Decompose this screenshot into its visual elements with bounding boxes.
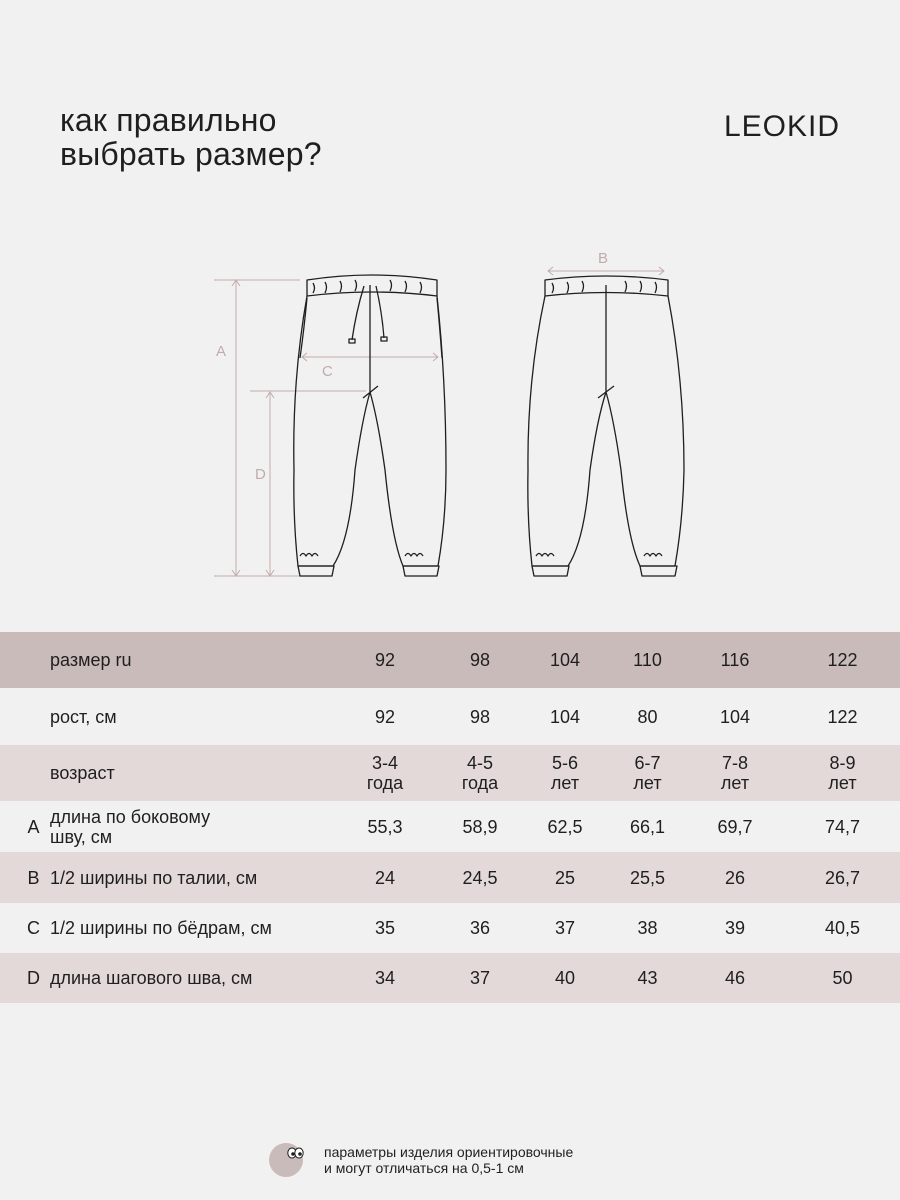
table-cell: 38 <box>637 918 658 938</box>
table-cell: 36 <box>469 918 491 938</box>
row-letter: A <box>27 816 40 837</box>
row-label: длина шагового шва, см <box>50 968 253 988</box>
footnote-line-2: и могут отличаться на 0,5-1 см <box>324 1160 524 1176</box>
table-cell <box>330 745 440 801</box>
row-letter: D <box>27 968 40 988</box>
table-cell: 24 <box>374 867 396 888</box>
table-row-height <box>0 688 900 745</box>
table-cell: 98 <box>469 650 491 670</box>
row-label: размер ru <box>50 650 132 670</box>
table-row-age <box>0 745 900 801</box>
row-letter <box>0 632 50 688</box>
table-cell: 80 <box>637 706 658 727</box>
age-unit: лет <box>720 773 750 793</box>
row-letter: B <box>27 867 40 888</box>
table-cell: 25 <box>554 867 576 888</box>
age-range: 7-8 <box>721 753 748 773</box>
table-cell: 26,7 <box>824 867 861 888</box>
age-unit: лет <box>633 773 662 793</box>
label-line: шву, см <box>50 826 113 847</box>
row-label <box>50 801 330 852</box>
age-unit: года <box>366 773 404 793</box>
label-b: B <box>598 250 609 267</box>
age-range: 5-6 <box>551 753 578 773</box>
table-cell: 37 <box>554 918 576 938</box>
table-cell: 92 <box>374 706 396 727</box>
table-cell: 43 <box>637 968 658 988</box>
row-label: 1/2 ширины по талии, см <box>50 867 258 888</box>
row-letter <box>0 688 50 745</box>
table-cell: 74,7 <box>824 816 861 837</box>
table-cell: 110 <box>633 650 662 670</box>
label-line: длина по боковому <box>50 806 211 827</box>
row-letter: C <box>27 918 40 938</box>
table-row-hips <box>0 903 900 953</box>
page-title <box>60 103 322 171</box>
brand-logo: LEOKID <box>723 110 840 143</box>
table-cell: 69,7 <box>717 816 753 837</box>
table-cell: 104 <box>719 706 751 727</box>
table-cell <box>785 745 900 801</box>
footnote <box>268 1140 573 1180</box>
table-row-inseam <box>0 953 900 1003</box>
table-cell: 46 <box>724 968 746 988</box>
row-letter <box>0 745 50 801</box>
table-cell: 98 <box>469 706 491 727</box>
table-cell: 34 <box>374 968 396 988</box>
age-unit: лет <box>550 773 580 793</box>
table-cell <box>685 745 785 801</box>
footnote-line-1: параметры изделия ориентировочные <box>324 1144 574 1160</box>
table-row-waist <box>0 852 900 903</box>
table-cell <box>610 745 685 801</box>
table-cell: 35 <box>374 918 396 938</box>
row-label: 1/2 ширины по бёдрам, см <box>50 918 272 938</box>
title-line-2: выбрать размер? <box>60 136 322 172</box>
table-cell: 50 <box>832 968 853 988</box>
table-cell: 55,3 <box>367 816 403 837</box>
table-cell: 104 <box>549 650 581 670</box>
label-d: D <box>255 466 266 483</box>
table-cell: 62,5 <box>547 816 583 837</box>
age-unit: года <box>461 773 499 793</box>
age-range: 6-7 <box>634 753 661 773</box>
table-cell: 122 <box>827 706 858 727</box>
age-unit: лет <box>828 773 857 793</box>
title-line-1: как правильно <box>60 102 277 138</box>
table-cell: 116 <box>720 650 750 670</box>
table-cell: 39 <box>724 918 746 938</box>
table-cell: 58,9 <box>462 816 498 837</box>
pants-diagram <box>0 230 900 590</box>
table-cell: 37 <box>469 968 491 988</box>
table-cell: 24,5 <box>462 867 498 888</box>
age-range: 4-5 <box>466 753 493 773</box>
table-cell: 92 <box>374 650 396 670</box>
table-cell: 40 <box>554 968 576 988</box>
pants-front-view <box>294 275 446 576</box>
table-cell: 66,1 <box>629 816 666 837</box>
age-range: 8-9 <box>829 753 856 773</box>
size-chart-table <box>0 632 900 1003</box>
table-cell <box>440 745 520 801</box>
table-row-side-length <box>0 801 900 852</box>
table-cell: 25,5 <box>629 867 666 888</box>
row-label: рост, см <box>50 706 117 727</box>
table-cell: 104 <box>549 706 581 727</box>
label-c: C <box>322 363 333 380</box>
table-cell: 26 <box>724 867 746 888</box>
table-cell <box>520 745 610 801</box>
table-cell: 40,5 <box>824 918 861 938</box>
table-row-size-ru <box>0 632 900 688</box>
row-label: возраст <box>50 763 115 783</box>
pants-back-view <box>528 276 684 576</box>
mascot-icon <box>268 1140 308 1180</box>
footnote-text <box>324 1144 573 1176</box>
table-cell: 122 <box>827 650 858 670</box>
label-a: A <box>216 343 227 360</box>
age-range: 3-4 <box>371 753 398 773</box>
